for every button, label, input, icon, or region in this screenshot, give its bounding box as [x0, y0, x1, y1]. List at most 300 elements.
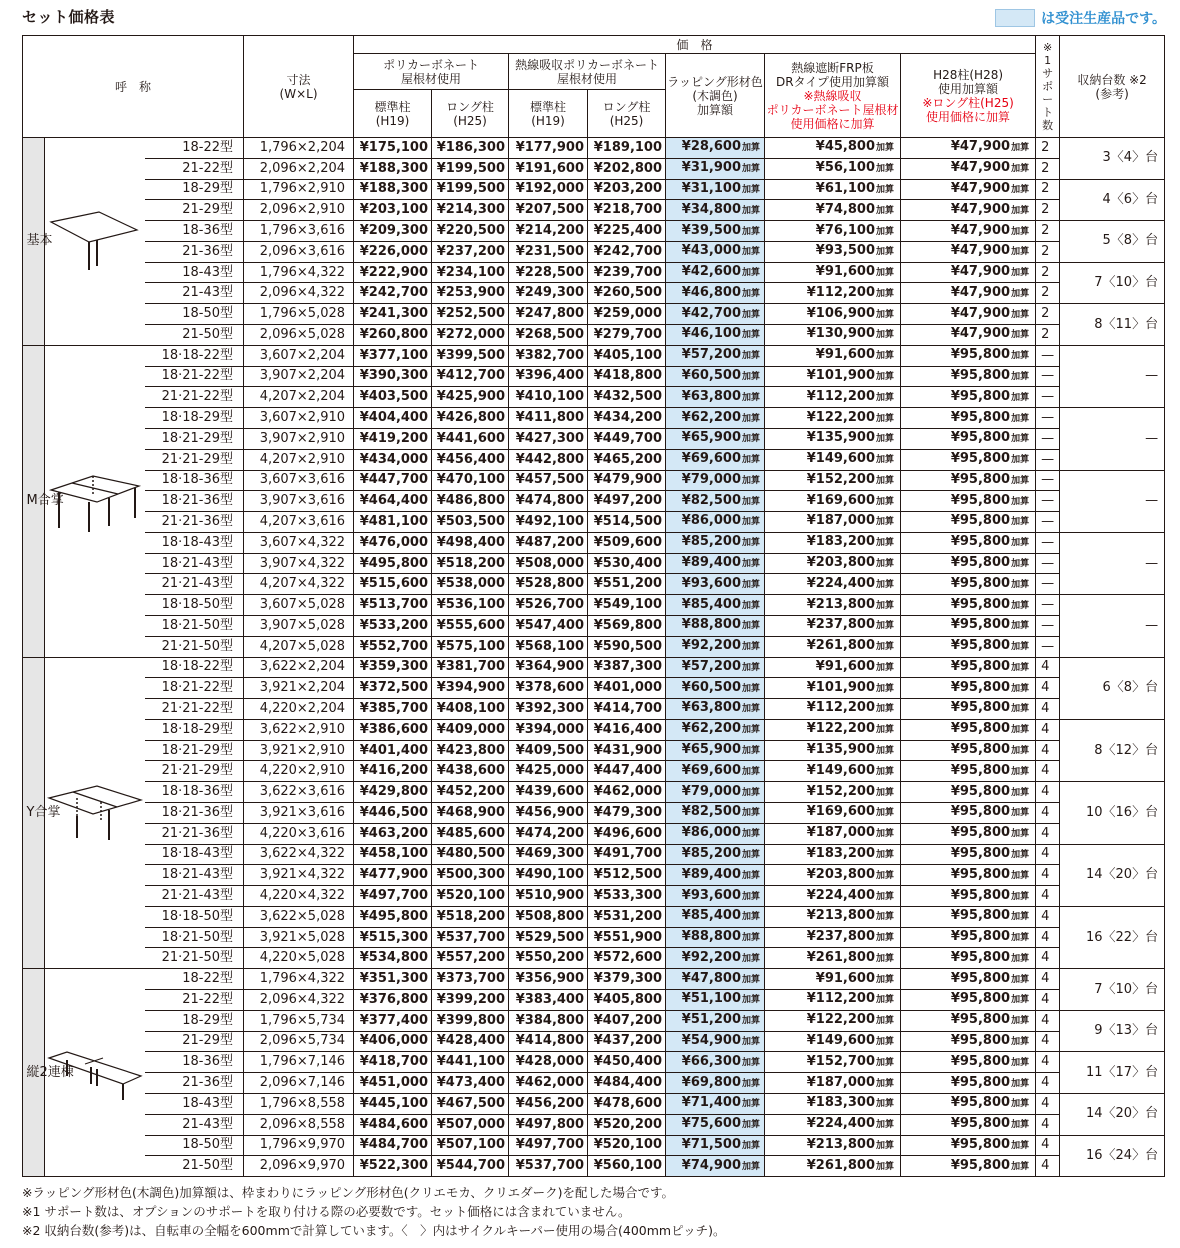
model-name: 21-43型 [145, 283, 244, 304]
price-value: ¥149,600 [806, 762, 876, 778]
capacity-cell: 10〈16〉台 [1060, 782, 1165, 844]
price-frp-add [765, 719, 901, 740]
price-value: ¥95,800 [950, 1053, 1011, 1069]
price-value: ¥95,800 [950, 804, 1011, 820]
price-value: ¥122,200 [806, 1012, 876, 1028]
add-suffix: 加算 [876, 912, 895, 923]
group-illustration [45, 345, 145, 657]
price-value: ¥76,100 [815, 222, 876, 238]
price-h28-add [901, 325, 1036, 346]
price-heat-standard: ¥207,500 [509, 200, 588, 221]
price-heat-long: ¥551,200 [588, 574, 666, 595]
size-cell: 2,096×7,146 [244, 1073, 354, 1094]
price-poly-standard: ¥390,300 [354, 366, 432, 387]
add-suffix: 加算 [742, 247, 761, 258]
table-row [23, 428, 1165, 449]
price-heat-long: ¥218,700 [588, 200, 666, 221]
price-heat-standard: ¥568,100 [509, 636, 588, 657]
price-value: ¥95,800 [950, 1032, 1011, 1048]
price-value: ¥95,800 [950, 617, 1011, 633]
size-cell: 4,220×5,028 [244, 948, 354, 969]
price-value: ¥95,800 [950, 700, 1011, 716]
price-value: ¥95,800 [950, 658, 1011, 674]
legend [995, 8, 1166, 28]
price-poly-long: ¥470,100 [432, 470, 509, 491]
price-frp-add [765, 325, 901, 346]
header-frp: 熱線遮断FRP板 DRタイプ使用加算額 ※熱線吸収 ポリカーボネート屋根材 使用価格に加算 [765, 54, 901, 138]
price-heat-standard: ¥384,800 [509, 1010, 588, 1031]
price-h28-add [901, 1031, 1036, 1052]
price-h28-add [901, 574, 1036, 595]
price-frp-add [765, 512, 901, 533]
table-row [23, 782, 1165, 803]
size-cell: 1,796×2,204 [244, 138, 354, 159]
price-value: ¥47,900 [950, 139, 1011, 155]
table-row [23, 179, 1165, 200]
price-value: ¥42,600 [681, 264, 742, 280]
table-row [23, 1093, 1165, 1114]
add-suffix: 加算 [876, 1078, 895, 1089]
support-count: 4 [1036, 761, 1060, 782]
table-row [23, 283, 1165, 304]
price-heat-long: ¥509,600 [588, 532, 666, 553]
price-value: ¥92,200 [681, 638, 742, 654]
price-poly-standard: ¥403,500 [354, 387, 432, 408]
price-poly-standard: ¥484,700 [354, 1135, 432, 1156]
add-suffix: 加算 [876, 1140, 895, 1151]
price-value: ¥86,000 [681, 825, 742, 841]
price-poly-standard: ¥260,800 [354, 325, 432, 346]
price-value: ¥106,900 [806, 305, 876, 321]
price-value: ¥183,200 [806, 534, 876, 550]
capacity-cell: 11〈17〉台 [1060, 1052, 1165, 1094]
price-wrap-add [666, 512, 765, 533]
price-value: ¥112,200 [806, 284, 876, 300]
price-value: ¥71,500 [681, 1136, 742, 1152]
price-poly-long: ¥520,100 [432, 886, 509, 907]
table-row [23, 803, 1165, 824]
model-name: 21-43型 [145, 1114, 244, 1135]
price-value: ¥47,900 [950, 264, 1011, 280]
capacity-cell: 3〈4〉台 [1060, 138, 1165, 180]
price-value: ¥95,800 [950, 949, 1011, 965]
price-value: ¥101,900 [806, 367, 876, 383]
add-suffix: 加算 [1011, 662, 1030, 673]
price-poly-standard: ¥242,700 [354, 283, 432, 304]
model-name: 18·18-50型 [145, 906, 244, 927]
price-h28-add [901, 512, 1036, 533]
add-suffix: 加算 [1011, 912, 1030, 923]
table-row [23, 948, 1165, 969]
price-poly-standard: ¥226,000 [354, 241, 432, 262]
add-suffix: 加算 [876, 475, 895, 486]
price-poly-standard: ¥351,300 [354, 969, 432, 990]
header-heat-standard: 標準柱 (H19) [509, 90, 588, 138]
price-poly-standard: ¥416,200 [354, 761, 432, 782]
price-value: ¥88,800 [681, 617, 742, 633]
price-wrap-add [666, 408, 765, 429]
size-cell: 4,207×2,910 [244, 449, 354, 470]
price-heat-long: ¥203,200 [588, 179, 666, 200]
price-value: ¥130,900 [806, 326, 876, 342]
price-heat-standard: ¥474,200 [509, 823, 588, 844]
add-suffix: 加算 [876, 849, 895, 860]
price-value: ¥95,800 [950, 866, 1011, 882]
price-frp-add [765, 221, 901, 242]
add-suffix: 加算 [876, 808, 895, 819]
price-value: ¥62,200 [681, 721, 742, 737]
add-suffix: 加算 [876, 579, 895, 590]
model-name: 18·18-36型 [145, 470, 244, 491]
price-value: ¥95,800 [950, 991, 1011, 1007]
add-suffix: 加算 [1011, 309, 1030, 320]
price-poly-long: ¥575,100 [432, 636, 509, 657]
price-heat-standard: ¥526,700 [509, 595, 588, 616]
size-cell: 3,921×3,616 [244, 803, 354, 824]
support-count: 2 [1036, 200, 1060, 221]
capacity-cell: 8〈11〉台 [1060, 304, 1165, 346]
price-heat-long: ¥533,300 [588, 886, 666, 907]
price-poly-standard: ¥533,200 [354, 615, 432, 636]
price-heat-long: ¥462,000 [588, 782, 666, 803]
add-suffix: 加算 [1011, 642, 1030, 653]
capacity-cell: 16〈22〉台 [1060, 906, 1165, 968]
price-wrap-add [666, 719, 765, 740]
price-value: ¥74,800 [815, 201, 876, 217]
add-suffix: 加算 [1011, 496, 1030, 507]
price-value: ¥46,800 [681, 284, 742, 300]
price-poly-long: ¥214,300 [432, 200, 509, 221]
price-wrap-add [666, 221, 765, 242]
table-row [23, 200, 1165, 221]
price-poly-standard: ¥447,700 [354, 470, 432, 491]
support-count: 4 [1036, 699, 1060, 720]
price-poly-long: ¥537,700 [432, 927, 509, 948]
price-poly-long: ¥399,200 [432, 990, 509, 1011]
legend-swatch [995, 9, 1035, 27]
price-wrap-add [666, 428, 765, 449]
table-row [23, 615, 1165, 636]
size-cell: 2,096×9,970 [244, 1156, 354, 1177]
price-frp-add [765, 200, 901, 221]
price-h28-add [901, 449, 1036, 470]
price-heat-long: ¥418,800 [588, 366, 666, 387]
table-row [23, 699, 1165, 720]
size-cell: 2,096×5,734 [244, 1031, 354, 1052]
price-value: ¥82,500 [681, 492, 742, 508]
price-value: ¥95,800 [950, 845, 1011, 861]
add-suffix: 加算 [876, 600, 895, 611]
price-frp-add [765, 1073, 901, 1094]
support-count: 4 [1036, 657, 1060, 678]
carport-basic-illustration [47, 204, 143, 274]
price-poly-long: ¥394,900 [432, 678, 509, 699]
price-poly-long: ¥412,700 [432, 366, 509, 387]
model-name: 21·21-50型 [145, 948, 244, 969]
price-poly-standard: ¥451,000 [354, 1073, 432, 1094]
price-h28-add [901, 304, 1036, 325]
header-poly: ポリカーボネート 屋根材使用 [354, 54, 509, 90]
table-row [23, 927, 1165, 948]
price-frp-add [765, 408, 901, 429]
price-value: ¥112,200 [806, 388, 876, 404]
add-suffix: 加算 [876, 704, 895, 715]
price-wrap-add [666, 844, 765, 865]
size-cell: 3,607×5,028 [244, 595, 354, 616]
table-row [23, 719, 1165, 740]
model-name: 21·21-50型 [145, 636, 244, 657]
price-heat-standard: ¥427,300 [509, 428, 588, 449]
table-row [23, 906, 1165, 927]
price-frp-add [765, 491, 901, 512]
add-suffix: 加算 [876, 184, 895, 195]
add-suffix: 加算 [876, 538, 895, 549]
price-h28-add [901, 886, 1036, 907]
price-heat-standard: ¥411,800 [509, 408, 588, 429]
model-name: 21·21-22型 [145, 699, 244, 720]
price-value: ¥213,800 [806, 908, 876, 924]
price-value: ¥95,800 [950, 970, 1011, 986]
model-name: 18-36型 [145, 221, 244, 242]
add-suffix: 加算 [742, 496, 761, 507]
support-count: — [1036, 449, 1060, 470]
price-frp-add [765, 532, 901, 553]
price-frp-add [765, 595, 901, 616]
price-poly-long: ¥423,800 [432, 740, 509, 761]
price-heat-long: ¥239,700 [588, 262, 666, 283]
price-heat-standard: ¥214,200 [509, 221, 588, 242]
add-suffix: 加算 [742, 330, 761, 341]
price-frp-add [765, 948, 901, 969]
price-heat-long: ¥479,900 [588, 470, 666, 491]
model-name: 18·18-29型 [145, 408, 244, 429]
price-wrap-add [666, 138, 765, 159]
size-cell: 2,096×4,322 [244, 283, 354, 304]
price-frp-add [765, 657, 901, 678]
add-suffix: 加算 [876, 164, 895, 175]
add-suffix: 加算 [742, 746, 761, 757]
price-value: ¥93,500 [815, 243, 876, 259]
add-suffix: 加算 [1011, 164, 1030, 175]
add-suffix: 加算 [876, 371, 895, 382]
model-name: 18·18-43型 [145, 844, 244, 865]
price-poly-standard: ¥484,600 [354, 1114, 432, 1135]
size-cell: 3,622×2,910 [244, 719, 354, 740]
price-wrap-add [666, 782, 765, 803]
price-h28-add [901, 969, 1036, 990]
size-cell: 3,907×4,322 [244, 553, 354, 574]
price-heat-standard: ¥356,900 [509, 969, 588, 990]
price-wrap-add [666, 574, 765, 595]
price-heat-standard: ¥497,700 [509, 1135, 588, 1156]
table-row [23, 823, 1165, 844]
add-suffix: 加算 [1011, 600, 1030, 611]
price-heat-standard: ¥508,000 [509, 553, 588, 574]
table-row [23, 657, 1165, 678]
add-suffix: 加算 [742, 808, 761, 819]
price-poly-standard: ¥534,800 [354, 948, 432, 969]
price-wrap-add [666, 449, 765, 470]
price-value: ¥69,600 [681, 762, 742, 778]
table-row [23, 990, 1165, 1011]
price-value: ¥57,200 [681, 347, 742, 363]
add-suffix: 加算 [1011, 621, 1030, 632]
add-suffix: 加算 [742, 600, 761, 611]
price-value: ¥54,900 [681, 1032, 742, 1048]
add-suffix: 加算 [1011, 413, 1030, 424]
price-value: ¥34,800 [681, 201, 742, 217]
price-frp-add [765, 1135, 901, 1156]
add-suffix: 加算 [1011, 288, 1030, 299]
price-heat-long: ¥465,200 [588, 449, 666, 470]
price-heat-standard: ¥487,200 [509, 532, 588, 553]
price-value: ¥47,900 [950, 160, 1011, 176]
price-poly-standard: ¥476,000 [354, 532, 432, 553]
price-wrap-add [666, 990, 765, 1011]
price-poly-standard: ¥522,300 [354, 1156, 432, 1177]
add-suffix: 加算 [876, 870, 895, 881]
price-heat-standard: ¥492,100 [509, 512, 588, 533]
price-heat-long: ¥447,400 [588, 761, 666, 782]
price-heat-standard: ¥442,800 [509, 449, 588, 470]
add-suffix: 加算 [742, 351, 761, 362]
price-poly-long: ¥199,500 [432, 179, 509, 200]
support-count: 4 [1036, 1156, 1060, 1177]
price-heat-long: ¥590,500 [588, 636, 666, 657]
support-count: — [1036, 366, 1060, 387]
add-suffix: 加算 [1011, 434, 1030, 445]
price-heat-long: ¥530,400 [588, 553, 666, 574]
price-value: ¥47,900 [950, 180, 1011, 196]
notes [22, 1183, 725, 1240]
add-suffix: 加算 [742, 829, 761, 840]
price-poly-long: ¥485,600 [432, 823, 509, 844]
add-suffix: 加算 [1011, 1140, 1030, 1151]
add-suffix: 加算 [876, 330, 895, 341]
price-value: ¥95,800 [950, 596, 1011, 612]
model-name: 18·21-22型 [145, 366, 244, 387]
add-suffix: 加算 [1011, 579, 1030, 590]
price-poly-long: ¥220,500 [432, 221, 509, 242]
support-count: 2 [1036, 138, 1060, 159]
price-frp-add [765, 636, 901, 657]
add-suffix: 加算 [876, 517, 895, 528]
price-heat-standard: ¥547,400 [509, 615, 588, 636]
price-value: ¥95,800 [950, 1074, 1011, 1090]
model-name: 18·18-22型 [145, 657, 244, 678]
size-cell: 4,220×2,910 [244, 761, 354, 782]
price-heat-long: ¥414,700 [588, 699, 666, 720]
price-poly-long: ¥467,500 [432, 1093, 509, 1114]
header-poly-long: ロング柱 (H25) [432, 90, 509, 138]
size-cell: 2,096×2,204 [244, 158, 354, 179]
price-frp-add [765, 574, 901, 595]
header-size: 寸法 (W×L) [244, 36, 354, 138]
price-value: ¥79,000 [681, 783, 742, 799]
price-value: ¥61,100 [815, 180, 876, 196]
price-value: ¥122,200 [806, 721, 876, 737]
price-frp-add [765, 615, 901, 636]
price-h28-add [901, 595, 1036, 616]
support-count: 4 [1036, 1114, 1060, 1135]
price-wrap-add [666, 678, 765, 699]
add-suffix: 加算 [876, 642, 895, 653]
support-count: 4 [1036, 740, 1060, 761]
price-frp-add [765, 678, 901, 699]
group-illustration [45, 969, 145, 1177]
add-suffix: 加算 [742, 455, 761, 466]
support-count: — [1036, 428, 1060, 449]
price-heat-standard: ¥537,700 [509, 1156, 588, 1177]
price-value: ¥57,200 [681, 658, 742, 674]
add-suffix: 加算 [1011, 351, 1030, 362]
price-heat-long: ¥279,700 [588, 325, 666, 346]
price-poly-long: ¥237,200 [432, 241, 509, 262]
add-suffix: 加算 [1011, 1161, 1030, 1172]
table-row [23, 1156, 1165, 1177]
price-poly-long: ¥555,600 [432, 615, 509, 636]
price-value: ¥95,800 [950, 430, 1011, 446]
price-heat-long: ¥259,000 [588, 304, 666, 325]
price-poly-standard: ¥515,600 [354, 574, 432, 595]
support-count: — [1036, 408, 1060, 429]
price-poly-long: ¥252,500 [432, 304, 509, 325]
price-poly-long: ¥486,800 [432, 491, 509, 512]
header-heat-long: ロング柱 (H25) [588, 90, 666, 138]
model-name: 21-22型 [145, 990, 244, 1011]
price-heat-long: ¥405,100 [588, 345, 666, 366]
price-value: ¥95,800 [950, 347, 1011, 363]
support-count: 2 [1036, 304, 1060, 325]
add-suffix: 加算 [876, 953, 895, 964]
add-suffix: 加算 [876, 496, 895, 507]
price-value: ¥65,900 [681, 742, 742, 758]
price-frp-add [765, 865, 901, 886]
add-suffix: 加算 [876, 288, 895, 299]
price-poly-standard: ¥175,100 [354, 138, 432, 159]
model-name: 21-22型 [145, 158, 244, 179]
price-poly-long: ¥408,100 [432, 699, 509, 720]
add-suffix: 加算 [876, 787, 895, 798]
add-suffix: 加算 [742, 268, 761, 279]
add-suffix: 加算 [876, 1057, 895, 1068]
size-cell: 3,907×2,204 [244, 366, 354, 387]
price-h28-add [901, 241, 1036, 262]
model-name: 18-36型 [145, 1052, 244, 1073]
support-count: 4 [1036, 927, 1060, 948]
price-heat-standard: ¥528,800 [509, 574, 588, 595]
price-heat-standard: ¥383,400 [509, 990, 588, 1011]
price-wrap-add [666, 200, 765, 221]
table-row [23, 491, 1165, 512]
price-poly-long: ¥456,400 [432, 449, 509, 470]
price-heat-long: ¥387,300 [588, 657, 666, 678]
price-heat-standard: ¥497,800 [509, 1114, 588, 1135]
price-frp-add [765, 740, 901, 761]
price-h28-add [901, 428, 1036, 449]
add-suffix: 加算 [1011, 766, 1030, 777]
table-row [23, 1031, 1165, 1052]
add-suffix: 加算 [1011, 1057, 1030, 1068]
add-suffix: 加算 [876, 309, 895, 320]
header-h28-note: ※ロング柱(H25) 使用価格に加算 [922, 95, 1014, 124]
price-value: ¥213,800 [806, 596, 876, 612]
price-value: ¥101,900 [806, 679, 876, 695]
price-poly-long: ¥507,000 [432, 1114, 509, 1135]
price-h28-add [901, 491, 1036, 512]
price-poly-standard: ¥209,300 [354, 221, 432, 242]
table-row [23, 449, 1165, 470]
